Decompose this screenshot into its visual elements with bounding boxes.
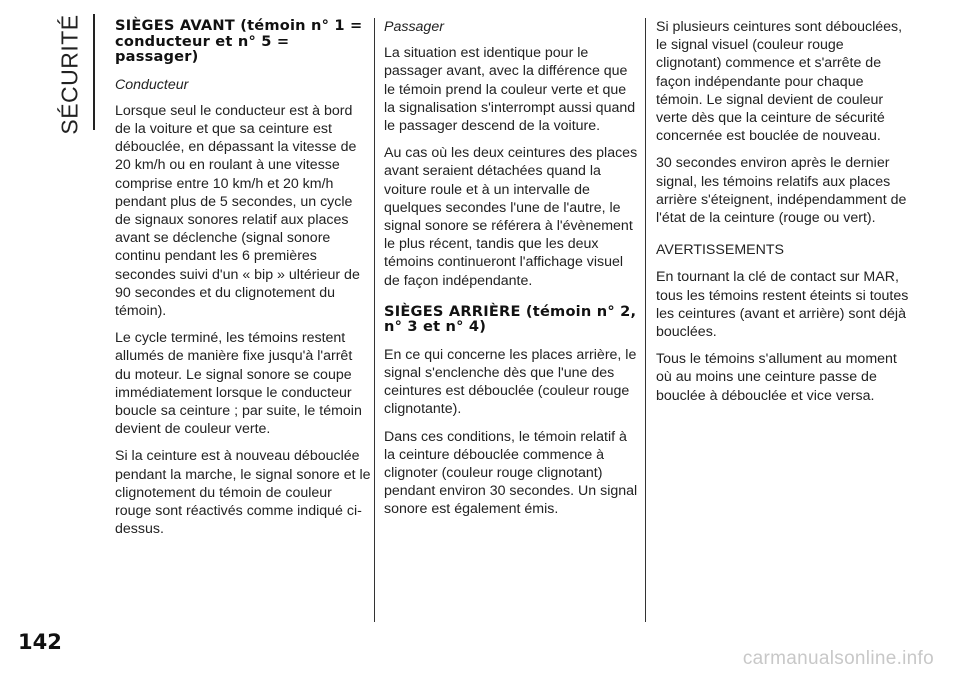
warnings-label: AVERTISSEMENTS [656, 242, 784, 259]
section-rule [93, 14, 95, 130]
paragraph: Au cas où les deux ceintures des places avant seraient détachées quand la voiture roule et à un intervalle de quelques secondes l'une de l'autre, le signal sonore se référera à l'évènement le plus récent, tandis que les deux témoins continueront l'affichage visuel de façon indépendante. [384, 145, 638, 289]
section-title [52, 14, 88, 134]
text-column-3 [656, 18, 912, 414]
paragraph: En ce qui concerne les places arrière, le signal s'enclenche dès que l'une des ceintures est débouclée (couleur rouge clignotante). [384, 346, 637, 418]
paragraph: Le cycle terminé, les témoins restent allumés de manière fixe jusqu'à l'arrêt du moteur. Le signal sonore se coupe immédiatement lorsque le conducteur boucle sa ceinture ; par suite, le témoin devient de couleur verte. [115, 330, 362, 438]
paragraph: La situation est identique pour le passager avant, avec la différence que le témoin prend la couleur verte et que la signalisation s'interrompt aussi quand le passager descend de la voiture. [384, 45, 636, 135]
paragraph: Tous le témoins s'allument au moment où au moins une ceinture passe de bouclée à débouclée et vice versa. [656, 351, 897, 404]
paragraph: 30 secondes environ après le dernier signal, les témoins relatifs aux places arrière s'éteignent, indépendamment de l'état de la ceinture (rouge ou vert). [656, 155, 907, 227]
column-divider-2 [645, 18, 646, 622]
paragraph: Dans ces conditions, le témoin relatif à la ceinture débouclée commence à clignoter (couleur rouge clignotant) pendant environ 30 secondes. Un signal sonore est également émis. [384, 428, 638, 518]
column-divider-1 [374, 18, 375, 622]
text-column-2 [384, 18, 640, 528]
text-column-1 [115, 18, 371, 547]
paragraph: Si la ceinture est à nouveau débouclée pendant la marche, le signal sonore et le clignotement du témoin de couleur rouge sont réactivés comme indiqué ci-dessus. [115, 448, 371, 538]
passenger-subheading: Passager [384, 19, 444, 35]
page-number: 142 [18, 630, 62, 654]
front-seats-heading: SIÈGES AVANT (témoin n° 1 = conducteur et n° 5 = passager) [115, 17, 363, 65]
section-title-text: SÉCURITÉ [56, 13, 83, 135]
paragraph: En tournant la clé de contact sur MAR, tous les témoins restent éteints si toutes les ceintures (avant et arrière) sont déjà bouclées. [656, 269, 909, 341]
rear-seats-heading: SIÈGES ARRIÈRE (témoin n° 2, n° 3 et n° 4) [384, 302, 637, 336]
paragraph: Si plusieurs ceintures sont débouclées, le signal visuel (couleur rouge clignotant) commence et s'arrête de façon indépendante pour chaque témoin. Le signal devient de couleur verte dès que la ceinture de sécurité concernée est bouclée de nouveau. [656, 19, 903, 145]
driver-subheading: Conducteur [115, 76, 189, 93]
watermark-text: carmanualsonline.info [742, 648, 934, 669]
paragraph: Lorsque seul le conducteur est à bord de la voiture et que sa ceinture est débouclée, en dépassant la vitesse de 20 km/h ou en roulant à une vitesse comprise entre 10 km/h et 20 km/h pendant plus de 5 secondes, un cycle de signaux sonores relatif aux places avant se déclenche (signal sonore continu pendant les 6 premières secondes suivi d'un « bip » ultérieur de 90 secondes et du clignotement du témoin). [115, 102, 360, 319]
